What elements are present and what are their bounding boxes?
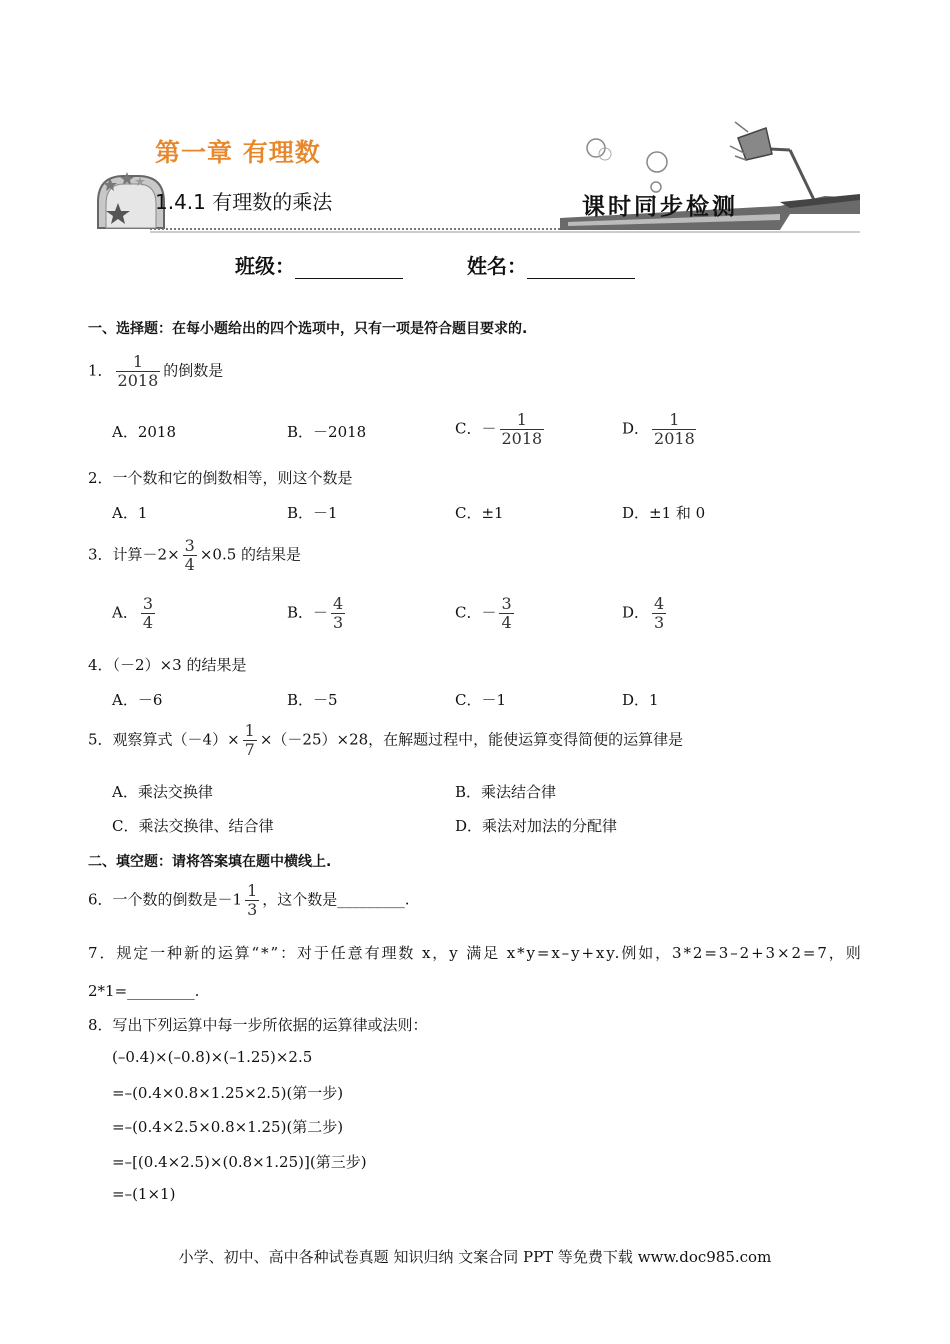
q1-text: 的倒数是 [163,361,224,380]
q4-option-a: A．－6 [112,691,163,709]
q5-option-b: B．乘法结合律 [455,783,557,801]
question-4: 4．（－2）×3 的结果是 [88,656,247,674]
q2-option-d: D．±1 和 0 [622,504,706,522]
class-label: 班级： [235,254,295,278]
q2-option-a: A．1 [112,504,148,522]
q8-step: =–(0.4×0.8×1.25×2.5)(第一步) [112,1084,344,1102]
question-6: 6．一个数的倒数是－1 $\frac{1}{3}$ ，这个数是_________. [88,881,410,919]
q8-step: =–(0.4×2.5×0.8×1.25)(第二步) [112,1118,344,1136]
q8-step: (–0.4)×(–0.8)×(–1.25)×2.5 [112,1048,313,1066]
part2-heading: 二、填空题：请将答案填在题中横线上. [88,854,332,870]
q5-option-a: A．乘法交换律 [112,783,213,801]
q2-option-b: B．－1 [287,504,338,522]
q4-option-b: B．－5 [287,691,338,709]
question-3: 3．计算－2× $\frac{3}{4}$ ×0.5 的结果是 [88,536,302,574]
question-2: 2．一个数和它的倒数相等，则这个数是 [88,469,353,487]
section-title: 1.4.1 有理数的乘法 [155,190,333,214]
header-banner [90,110,865,235]
q1-option-b: B．－2018 [287,423,367,441]
question-8: 8．写出下列运算中每一步所依据的运算律或法则： [88,1016,428,1034]
question-1 [88,353,223,390]
q6-fraction: $\frac{1}{3}$ [247,881,258,919]
q4-option-d: D．1 [622,691,659,709]
name-field [467,250,635,279]
sync-test-label: 课时同步检测 [582,193,738,220]
desk-lamp-icon [730,122,815,202]
question-7-line1: 7．规定一种新的运算“*”：对于任意有理数 x，y 满足 x*y=x–y+xy.例如，3*2=3–2+3×2=7，则 [88,944,863,962]
q2-option-c: C．±1 [455,504,504,522]
q3-option-c: C．－ $\frac{3}{4}$ [455,594,512,632]
q4-option-c: C．－1 [455,691,507,709]
q5-fraction: $\frac{1}{7}$ [244,721,255,759]
question-7-line2: 2*1=_________. [88,982,200,1000]
footer-text: 小学、初中、高中各种试卷真题 知识归纳 文案合同 PPT 等免费下载 www.doc985.com [178,1248,772,1266]
q3-option-d: D． $\frac{4}{3}$ [622,594,665,632]
q5-option-c: C．乘法交换律、结合律 [112,817,274,835]
q8-step: =–[(0.4×2.5)×(0.8×1.25)](第三步) [112,1153,367,1171]
chapter-title: 第一章 有理数 [155,138,321,167]
q1-fraction: $\frac{1}{2018}$ [117,352,159,390]
q1-option-a: A．2018 [112,423,177,441]
q1-option-d: D． $\frac{1}{2018}$ [622,410,695,448]
question-5: 5．观察算式（－4）× $\frac{1}{7}$ ×（－25）×28，在解题过程中，能使运算变得简便的运算律是 [88,721,684,759]
q3-option-b: B．－ $\frac{4}{3}$ [287,594,344,632]
class-blank [295,260,403,279]
part1-heading: 一、选择题：在每小题给出的四个选项中，只有一项是符合题目要求的. [88,321,528,337]
class-field [235,250,403,279]
q8-step: =–(1×1) [112,1185,176,1203]
name-label: 姓名： [467,254,527,278]
q1-option-c: C．－ $\frac{1}{2018}$ [455,410,543,448]
q3-option-a: A． $\frac{3}{4}$ [112,594,154,632]
q1-number: 1． [88,361,113,380]
name-blank [527,260,635,279]
q5-option-d: D．乘法对加法的分配律 [455,817,618,835]
q3-fraction: $\frac{3}{4}$ [184,536,195,574]
